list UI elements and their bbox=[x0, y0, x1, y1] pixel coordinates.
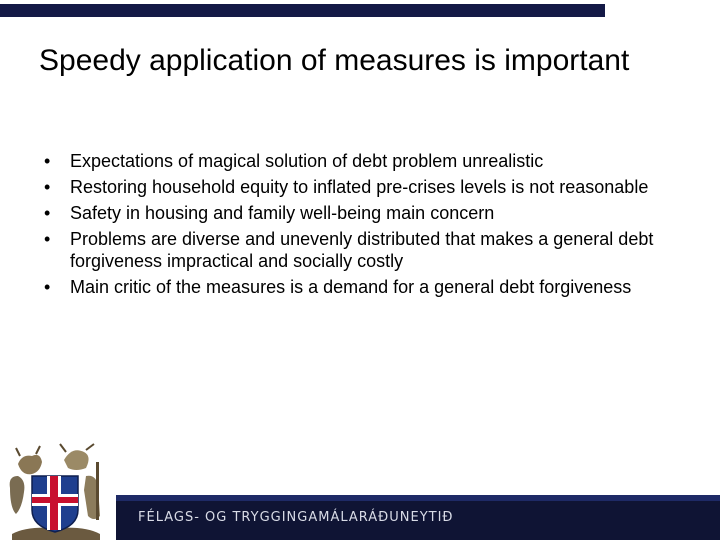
bullet-text: Problems are diverse and unevenly distributed that makes a general debt forgiveness impractical and socially costly bbox=[70, 229, 654, 271]
bullet-marker: • bbox=[44, 229, 51, 249]
bullet-marker: • bbox=[44, 277, 51, 297]
bullet-item bbox=[44, 176, 694, 198]
bullet-item bbox=[44, 202, 694, 224]
ministry-name: FÉLAGS- OG TRYGGINGAMÁLARÁÐUNEYTIÐ bbox=[138, 510, 454, 525]
top-accent-bar bbox=[0, 4, 605, 17]
bullet-text: Main critic of the measures is a demand for a general debt forgiveness bbox=[70, 277, 632, 297]
bullet-list bbox=[44, 150, 694, 302]
bullet-marker: • bbox=[44, 151, 51, 171]
bullet-text: Restoring household equity to inflated pre-crises levels is not reasonable bbox=[70, 177, 649, 197]
bullet-marker: • bbox=[44, 177, 51, 197]
slide-title: Speedy application of measures is important bbox=[39, 44, 630, 77]
bullet-text: Expectations of magical solution of debt problem unrealistic bbox=[70, 151, 544, 171]
footer-bar bbox=[116, 495, 720, 540]
bullet-item bbox=[44, 228, 694, 272]
bullet-item bbox=[44, 276, 694, 298]
bullet-text: Safety in housing and family well-being main concern bbox=[70, 203, 495, 223]
bullet-marker: • bbox=[44, 203, 51, 223]
coat-of-arms-icon bbox=[6, 442, 106, 540]
bullet-item bbox=[44, 150, 694, 172]
